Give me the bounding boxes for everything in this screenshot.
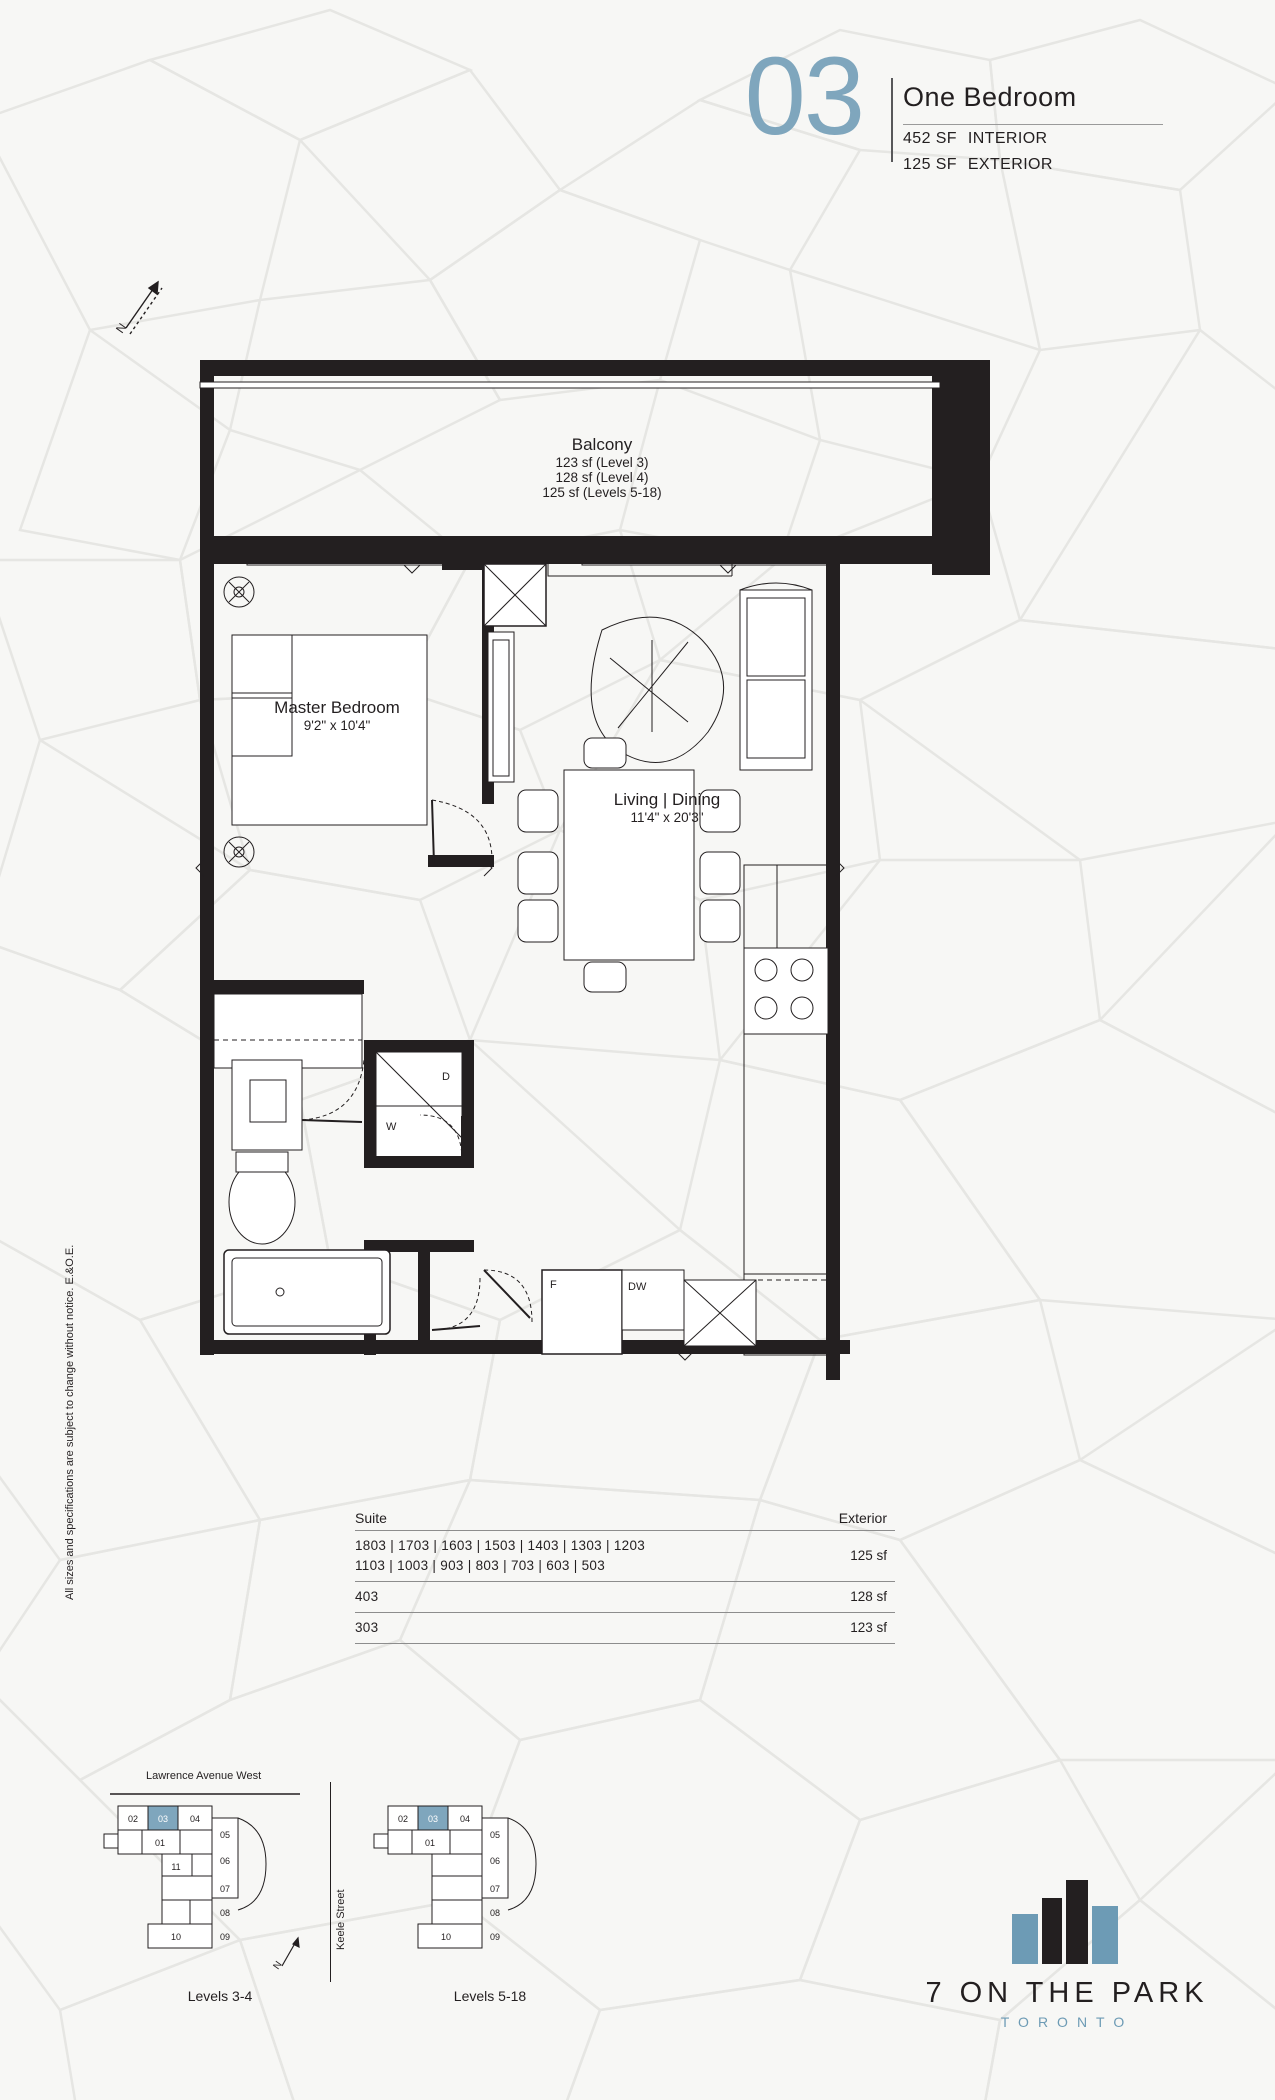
street-label-lawrence: Lawrence Avenue West <box>146 1770 262 1782</box>
keyplan-levels-5-18 <box>370 1788 570 1978</box>
master-bedroom-dims: 9'2" x 10'4" <box>303 718 371 733</box>
living-dining-label-block <box>542 790 792 825</box>
exterior-area-row-1: 125 sf <box>850 1548 887 1563</box>
svg-text:01: 01 <box>154 1838 166 1848</box>
brand-logo <box>917 1880 1217 2030</box>
svg-text:07: 07 <box>489 1884 501 1894</box>
master-bedroom-label-block <box>212 698 462 733</box>
header-divider <box>891 78 893 162</box>
logo-name: 7 ON THE PARK <box>925 1977 1209 2009</box>
suite-303: 303 <box>355 1620 379 1635</box>
keyplan-caption-levels-3-4: Levels 3-4 <box>187 1988 253 2004</box>
balcony-area-level4: 128 sf (Level 4) <box>555 470 649 485</box>
svg-text:10: 10 <box>170 1932 182 1942</box>
svg-text:11: 11 <box>171 1862 181 1872</box>
svg-text:10: 10 <box>440 1932 452 1942</box>
balcony-area-levels5-18: 125 sf (Levels 5-18) <box>542 485 662 500</box>
svg-text:N: N <box>271 1959 285 1972</box>
svg-text:06: 06 <box>219 1856 231 1866</box>
table-row <box>355 1581 895 1612</box>
suite-403: 403 <box>355 1589 379 1604</box>
svg-text:05: 05 <box>219 1830 231 1840</box>
suite-table <box>355 1510 895 1644</box>
street-line-keele <box>330 1782 331 1982</box>
plan-title: One Bedroom <box>903 82 1077 112</box>
suite-list-line-1: 1803 | 1703 | 1603 | 1503 | 1403 | 1303 | 1203 <box>355 1538 646 1553</box>
interior-area-label: INTERIOR <box>967 130 1048 147</box>
floor-plan-drawing <box>132 340 1072 1450</box>
living-dining-name: Living | Dining <box>613 790 721 809</box>
svg-text:N: N <box>112 320 130 336</box>
keyplan-levels-3-4 <box>100 1788 320 1978</box>
interior-area-row <box>903 130 1163 148</box>
disclaimer-text: All sizes and specifications are subject to change without notice. E.&O.E. <box>64 1244 76 1600</box>
svg-text:02: 02 <box>127 1814 139 1824</box>
balcony-label-block <box>382 435 822 500</box>
floor-plan <box>112 320 1072 1450</box>
exterior-area-row-3: 123 sf <box>850 1620 887 1635</box>
balcony-name: Balcony <box>571 435 633 454</box>
logo-subtitle: TORONTO <box>1000 2014 1134 2030</box>
suite-list-line-2: 1103 | 1003 | 903 | 803 | 703 | 603 | 503 <box>355 1558 606 1573</box>
svg-text:03: 03 <box>157 1814 169 1824</box>
north-arrow-icon <box>112 270 182 350</box>
street-label-keele: Keele Street <box>335 1889 347 1950</box>
svg-text:03: 03 <box>427 1814 439 1824</box>
svg-text:08: 08 <box>219 1908 231 1918</box>
fridge-label: F <box>550 1279 557 1291</box>
suite-table-header <box>355 1510 895 1530</box>
washer-label: W <box>386 1121 397 1133</box>
exterior-column-header: Exterior <box>838 1510 887 1526</box>
building-logo-icon <box>1012 1880 1122 1964</box>
keyplan-caption-levels-5-18: Levels 5-18 <box>453 1988 527 2004</box>
table-row <box>355 1612 895 1644</box>
table-row <box>355 1530 895 1581</box>
svg-text:07: 07 <box>219 1884 231 1894</box>
exterior-area-row-2: 128 sf <box>850 1589 887 1604</box>
suite-column-header: Suite <box>355 1510 387 1526</box>
exterior-area-label: EXTERIOR <box>967 156 1053 173</box>
svg-text:04: 04 <box>459 1814 471 1824</box>
exterior-area-row <box>903 156 1163 174</box>
svg-text:04: 04 <box>189 1814 201 1824</box>
svg-text:08: 08 <box>489 1908 501 1918</box>
svg-text:06: 06 <box>489 1856 501 1866</box>
svg-text:01: 01 <box>424 1838 436 1848</box>
plan-header <box>0 0 1275 180</box>
interior-area-value: 452 SF <box>903 130 957 147</box>
header-underline <box>903 124 1163 125</box>
svg-text:09: 09 <box>489 1932 501 1942</box>
exterior-area-value: 125 SF <box>903 156 957 173</box>
dryer-label: D <box>442 1071 450 1083</box>
living-dining-dims: 11'4" x 20'3" <box>630 810 704 825</box>
dishwasher-label: DW <box>628 1281 647 1293</box>
svg-text:02: 02 <box>397 1814 409 1824</box>
balcony-area-level3: 123 sf (Level 3) <box>555 455 649 470</box>
svg-text:09: 09 <box>219 1932 231 1942</box>
plan-number: 03 <box>744 35 863 158</box>
svg-text:05: 05 <box>489 1830 501 1840</box>
master-bedroom-name: Master Bedroom <box>274 698 400 717</box>
